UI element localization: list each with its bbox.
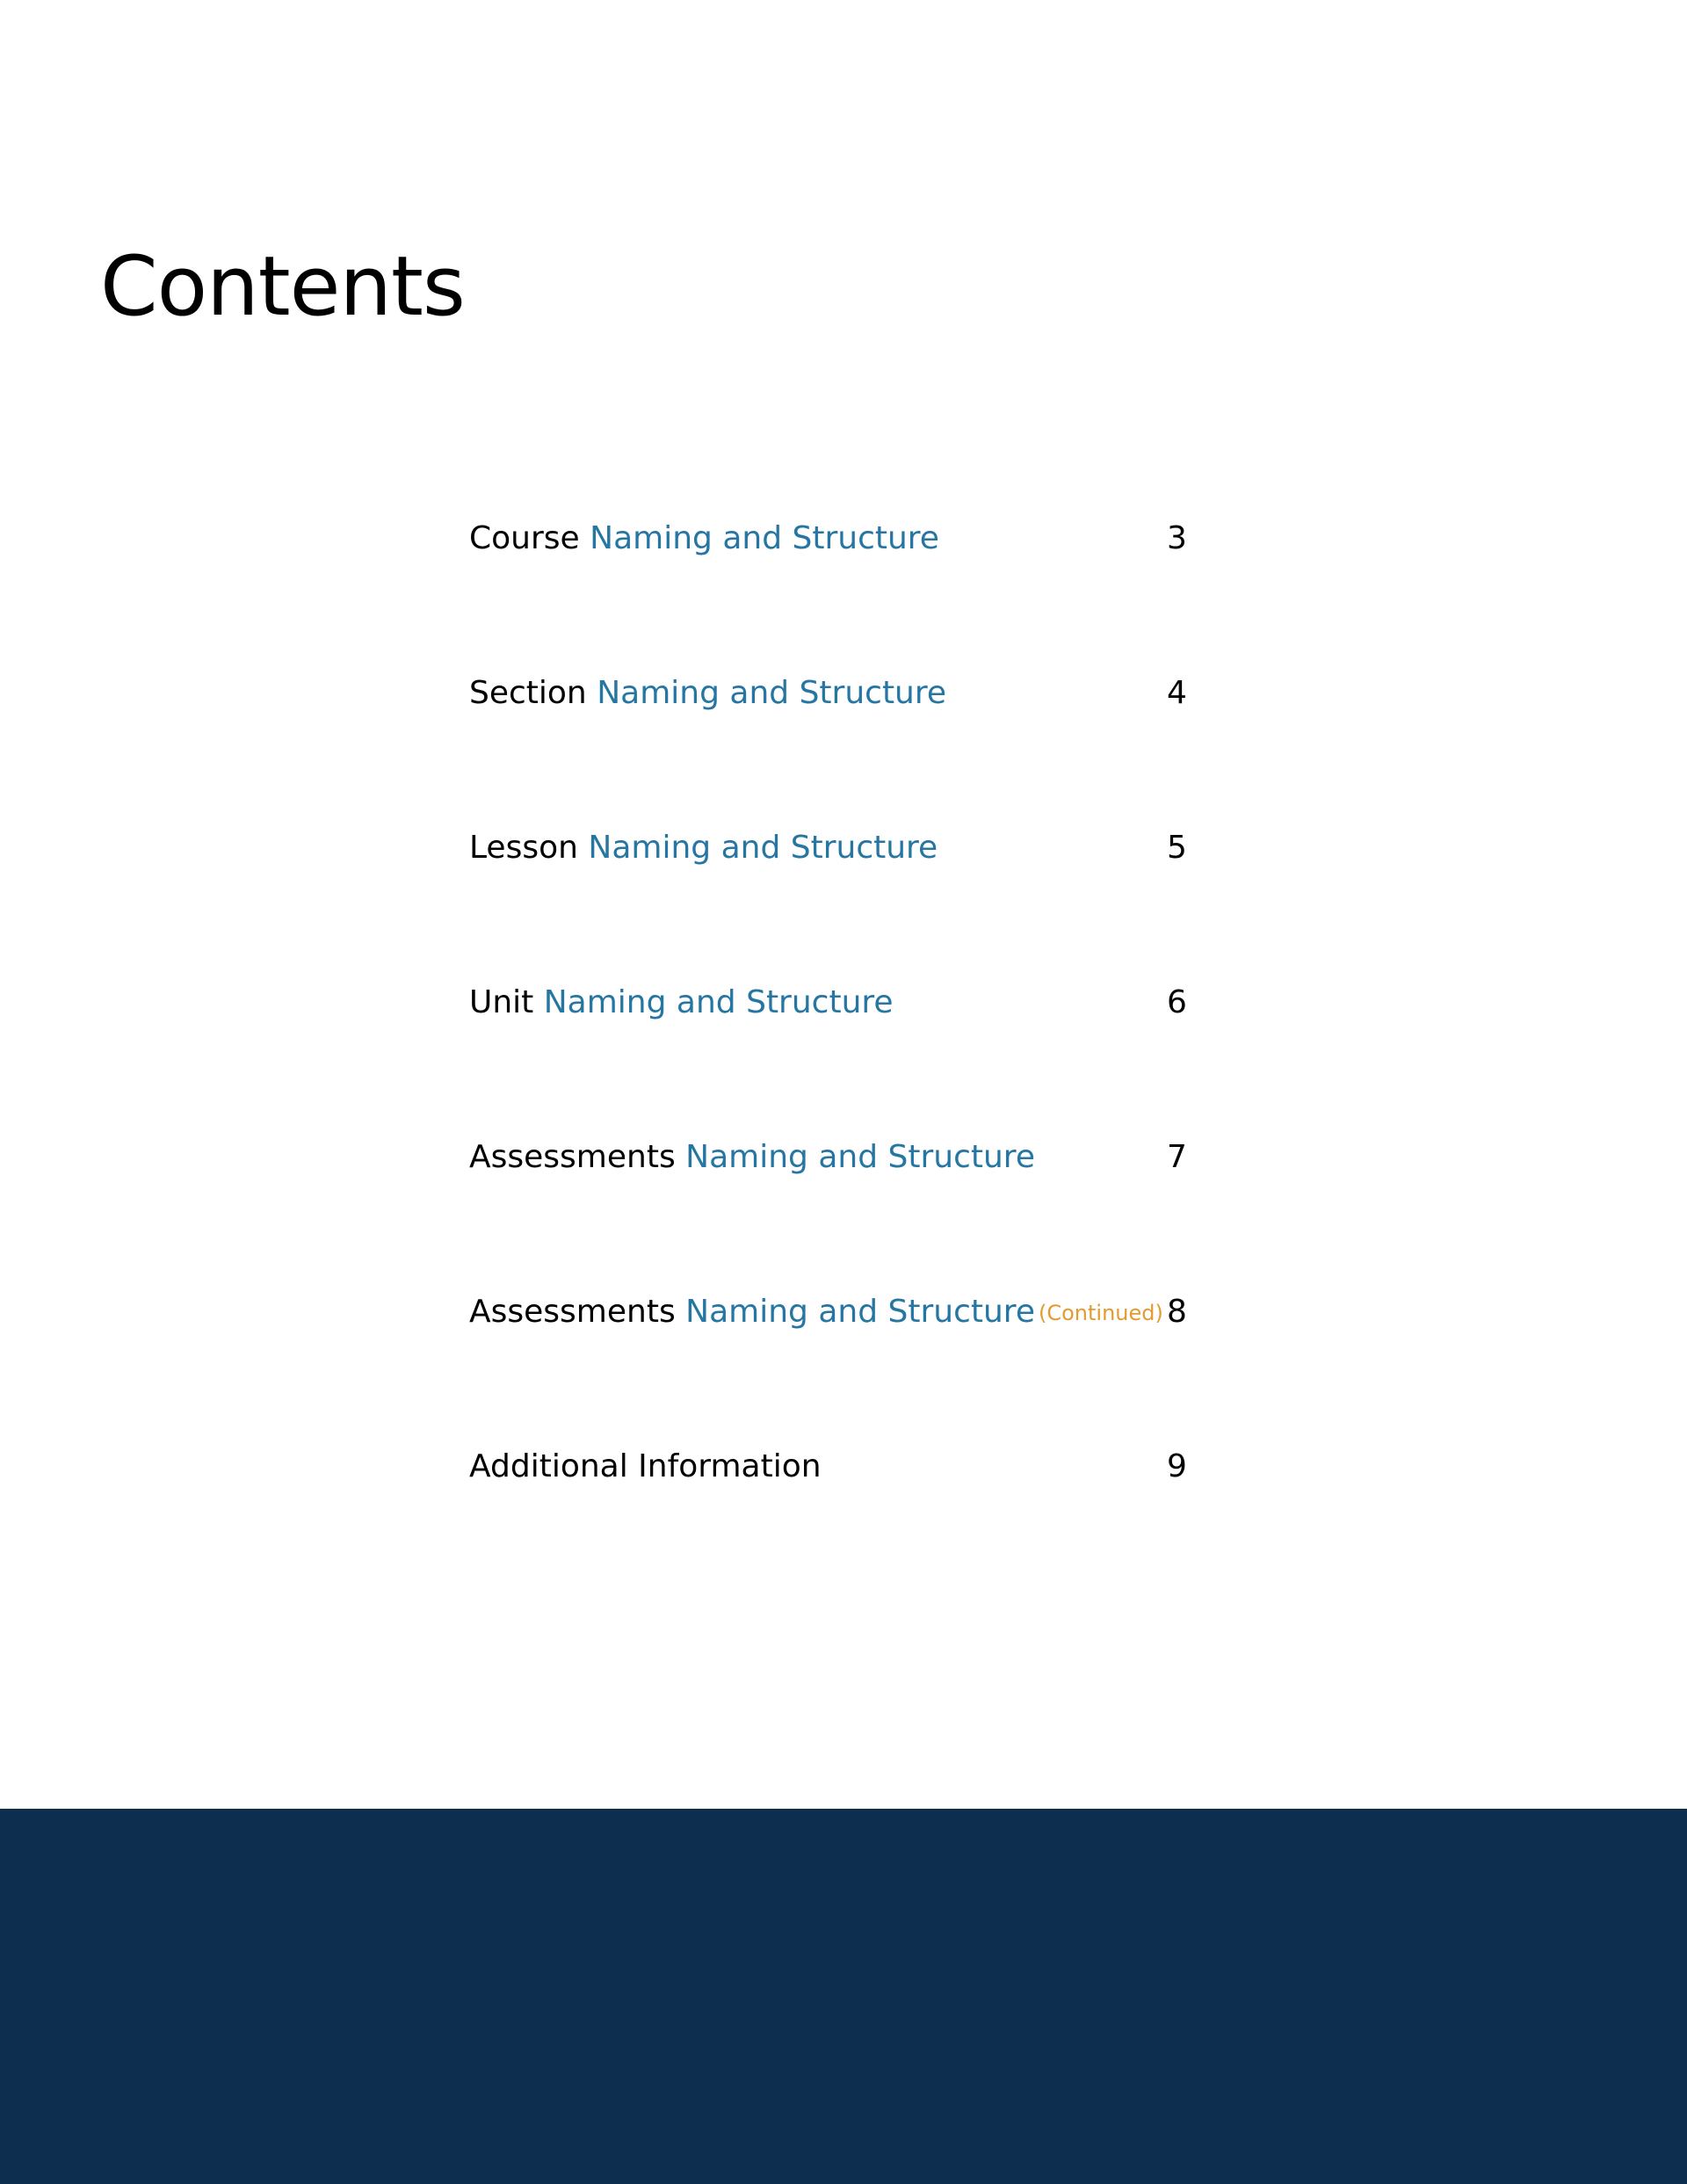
toc-page-number: 5 <box>1167 830 1187 866</box>
toc-entry-lead: Course <box>469 520 580 556</box>
toc-entry-accent: Naming and Structure <box>597 675 947 711</box>
table-of-contents <box>469 514 1190 1597</box>
toc-entry-unit[interactable] <box>469 978 1190 1133</box>
toc-entry-lead: Assessments <box>469 1294 676 1330</box>
toc-page-number: 8 <box>1167 1294 1187 1330</box>
toc-entry-accent: Naming and Structure <box>588 830 938 866</box>
toc-page-number: 6 <box>1167 984 1187 1020</box>
toc-entry-section[interactable] <box>469 669 1190 824</box>
toc-entry-accent: Naming and Structure <box>543 984 894 1020</box>
footer-band <box>0 1809 1687 2184</box>
toc-entry-lead: Section <box>469 675 587 711</box>
toc-entry-lead: Unit <box>469 984 534 1020</box>
toc-page-number: 4 <box>1167 675 1187 711</box>
toc-entry-additional-information[interactable] <box>469 1442 1190 1597</box>
toc-entry-accent: Naming and Structure <box>685 1139 1035 1175</box>
toc-entry-assessments[interactable] <box>469 1133 1190 1288</box>
page-title: Contents <box>100 239 465 335</box>
toc-entry-lead: Assessments <box>469 1139 676 1175</box>
toc-entry-lead: Lesson <box>469 830 578 866</box>
toc-entry-lead: Additional Information <box>469 1448 822 1484</box>
toc-entry-continued-note: (Continued) <box>1038 1301 1163 1325</box>
toc-entry-accent: Naming and Structure <box>590 520 939 556</box>
toc-entry-assessments-continued[interactable] <box>469 1288 1190 1442</box>
toc-page-number: 9 <box>1167 1448 1187 1484</box>
toc-page-number: 7 <box>1167 1139 1187 1175</box>
toc-entry-course[interactable] <box>469 514 1190 669</box>
toc-page-number: 3 <box>1167 520 1187 556</box>
toc-entry-lesson[interactable] <box>469 824 1190 978</box>
toc-entry-accent: Naming and Structure <box>685 1294 1035 1330</box>
